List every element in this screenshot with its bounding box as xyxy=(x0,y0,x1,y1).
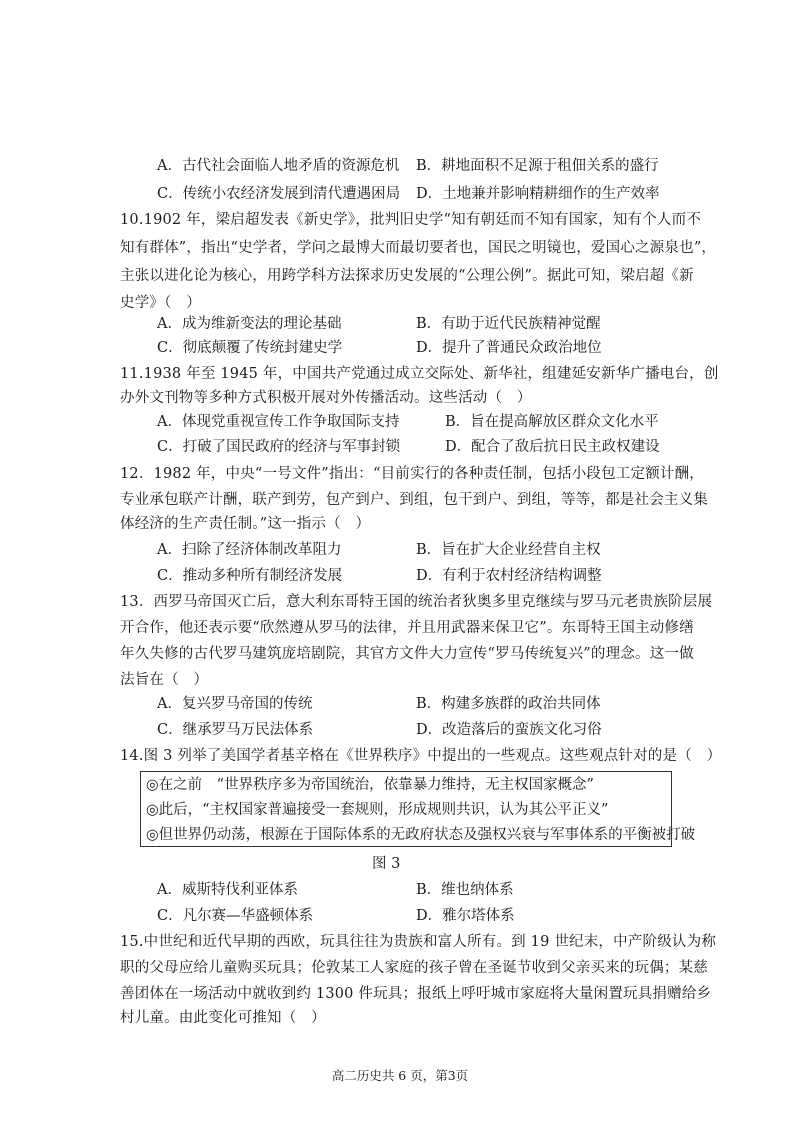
q10-line-1: 10.1902 年，梁启超发表《新史学》，批判旧史学“知有朝廷而不知有国家，知有个人而不 xyxy=(120,212,702,228)
q12-line-3: 体经济的生产责任制。”这一指示（ ） xyxy=(120,516,371,532)
figure-3-point-2: ◎此后，“主权国家普遍接受一套规则，形成规则共识，认为其公平正义” xyxy=(146,802,609,818)
q10-line-4: 史学》（ ） xyxy=(120,295,201,311)
figure-3-point-1: ◎在之前 “世界秩序多为帝国统治，依靠暴力维持，无主权国家概念” xyxy=(146,777,594,793)
q11-line-1: 11.1938 年至 1945 年，中国共产党通过成立交际处、新华社，组建延安新华广播电台，创 xyxy=(120,366,719,382)
q11-option-d: D．配合了敌后抗日民主政权建设 xyxy=(445,439,660,455)
q9-option-d: D．土地兼并影响精耕细作的生产效率 xyxy=(416,186,660,202)
q13-option-a: A．复兴罗马帝国的传统 xyxy=(157,696,313,712)
q13-option-b: B．构建多族群的政治共同体 xyxy=(416,696,601,712)
figure-3-caption: 图 3 xyxy=(372,856,401,872)
q11-option-a: A．体现党重视宣传工作争取国际支持 xyxy=(157,414,400,430)
q14-option-b: B．维也纳体系 xyxy=(416,882,514,898)
q10-option-c: C．彻底颠覆了传统封建史学 xyxy=(157,340,343,356)
q10-line-2: 知有群体”，指出“史学者，学问之最博大而最切要者也，国民之明镜也，爱国心之源泉也”， xyxy=(120,240,717,256)
q10-line-3: 主张以进化论为核心，用跨学科方法探求历史发展的“公理公例”。据此可知，梁启超《新 xyxy=(120,268,694,284)
q13-line-1: 13．西罗马帝国灭亡后，意大利东哥特王国的统治者狄奥多里克继续与罗马元老贵族阶层展 xyxy=(120,594,713,610)
q14-line-1: 14.图 3 列举了美国学者基辛格在《世界秩序》中提出的一些观点。这些观点针对的是（ ） xyxy=(120,748,722,764)
q14-option-c: C．凡尔赛—华盛顿体系 xyxy=(157,908,314,924)
q9-option-c: C．传统小农经济发展到清代遭遇困局 xyxy=(157,186,401,202)
q13-line-4: 法旨在（ ） xyxy=(120,672,209,688)
q12-line-1: 12．1982 年，中央“一号文件”指出：“目前实行的各种责任制，包括小段包工定额计酬， xyxy=(120,466,704,482)
q14-option-a: A．威斯特伐利亚体系 xyxy=(157,882,298,898)
q12-option-d: D．有利于农村经济结构调整 xyxy=(416,568,602,584)
q11-option-b: B．旨在提高解放区群众文化水平 xyxy=(445,414,659,430)
q15-line-2: 职的父母应给儿童购买玩具；伦敦某工人家庭的孩子曾在圣诞节收到父亲买来的玩偶；某慈 xyxy=(120,960,708,976)
page-footer: 高二历史共 6 页，第3页 xyxy=(331,1068,469,1083)
q12-option-a: A．扫除了经济体制改革阻力 xyxy=(157,542,342,558)
q15-line-3: 善团体在一场活动中就收到约 1300 件玩具；报纸上呼吁城市家庭将大量闲置玩具捐赠给乡 xyxy=(120,986,712,1002)
q10-option-b: B．有助于近代民族精神觉醒 xyxy=(416,316,601,332)
q12-option-b: B．旨在扩大企业经营自主权 xyxy=(416,542,601,558)
q11-option-c: C．打破了国民政府的经济与军事封锁 xyxy=(157,439,401,455)
q13-line-3: 年久失修的古代罗马建筑庞培剧院，其官方文件大力宣传“罗马传统复兴”的理念。这一做 xyxy=(120,646,694,662)
q15-line-4: 村儿童。由此变化可推知（ ） xyxy=(120,1010,326,1026)
q14-option-d: D．雅尔塔体系 xyxy=(416,908,515,924)
q9-option-a: A．古代社会面临人地矛盾的资源危机 xyxy=(157,158,400,174)
q12-option-c: C．推动多种所有制经济发展 xyxy=(157,568,343,584)
q12-line-2: 专业承包联产计酬，联产到劳，包产到户、到组，包干到户、到组，等等，都是社会主义集 xyxy=(120,492,708,508)
q13-option-d: D．改造落后的蛮族文化习俗 xyxy=(416,722,602,738)
q9-option-b: B．耕地面积不足源于租佃关系的盛行 xyxy=(416,158,659,174)
q10-option-a: A．成为维新变法的理论基础 xyxy=(157,316,342,332)
q15-line-1: 15.中世纪和近代早期的西欧，玩具往往为贵族和富人所有。到 19 世纪末，中产阶级认为称 xyxy=(120,934,717,950)
q10-option-d: D．提升了普通民众政治地位 xyxy=(416,340,602,356)
q11-line-2: 办外文刊物等多种方式积极开展对外传播活动。这些活动（ ） xyxy=(120,390,532,406)
q13-option-c: C．继承罗马万民法体系 xyxy=(157,722,314,738)
figure-3-point-3: ◎但世界仍动荡，根源在于国际体系的无政府状态及强权兴衰与军事体系的平衡被打破 xyxy=(146,827,696,843)
q13-line-2: 开合作，他还表示要“欣然遵从罗马的法律，并且用武器来保卫它”。东哥特王国主动修缮 xyxy=(120,620,694,636)
